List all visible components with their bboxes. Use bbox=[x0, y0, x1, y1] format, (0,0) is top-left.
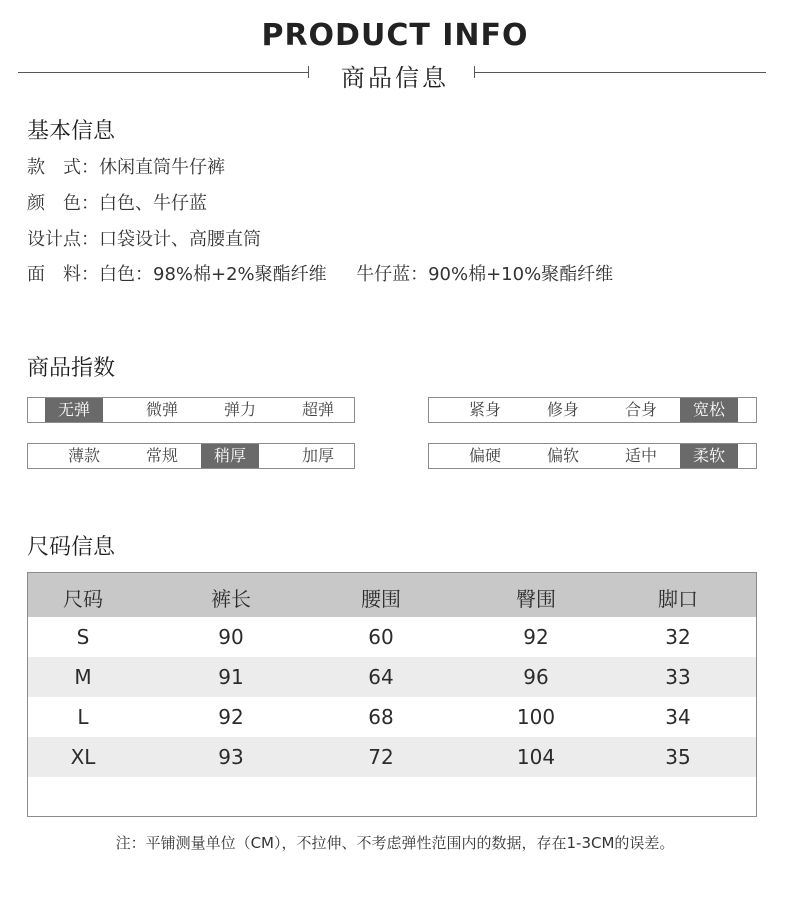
header-title-en: PRODUCT INFO bbox=[261, 18, 529, 53]
index-option: 超弹 bbox=[301, 400, 334, 419]
index-option-selected: 柔软 bbox=[680, 444, 738, 468]
header-cell-hip: 臀围 bbox=[516, 587, 556, 611]
table-cell: 72 bbox=[368, 745, 394, 769]
index-option: 适中 bbox=[624, 446, 657, 465]
index-option: 紧身 bbox=[468, 400, 501, 419]
table-row bbox=[28, 737, 756, 777]
measurement-note: 注：平铺测量单位（CM），不拉伸、不考虑弹性范围内的数据，存在1-3CM的误差。 bbox=[115, 834, 675, 852]
table-row bbox=[28, 617, 756, 657]
index-option-selected: 宽松 bbox=[680, 398, 738, 422]
info-key: 设计点： bbox=[27, 229, 99, 250]
table-cell: 91 bbox=[218, 665, 244, 689]
table-cell: L bbox=[77, 705, 89, 729]
table-cell: 96 bbox=[523, 665, 549, 689]
table-cell: 68 bbox=[368, 705, 394, 729]
table-cell: 34 bbox=[665, 705, 691, 729]
index-option: 偏硬 bbox=[468, 446, 501, 465]
table-cell: 32 bbox=[665, 625, 691, 649]
info-value: 白色：98%棉+2%聚酯纤维 牛仔蓝：90%棉+10%聚酯纤维 bbox=[99, 264, 614, 285]
index-fit bbox=[428, 397, 757, 423]
info-line-design bbox=[27, 225, 261, 251]
table-cell: 104 bbox=[516, 745, 556, 769]
size-table bbox=[27, 572, 757, 817]
header-cell-size: 尺码 bbox=[63, 587, 103, 611]
index-option: 常规 bbox=[145, 446, 178, 465]
index-option: 薄款 bbox=[67, 446, 100, 465]
index-option: 合身 bbox=[624, 400, 657, 419]
index-option: 修身 bbox=[546, 400, 579, 419]
table-cell: 35 bbox=[665, 745, 691, 769]
size-table-header bbox=[28, 573, 756, 617]
basic-info-title: 基本信息 bbox=[27, 119, 116, 144]
index-option-selected: 无弹 bbox=[45, 398, 103, 422]
table-cell: 92 bbox=[218, 705, 244, 729]
index-elasticity bbox=[27, 397, 355, 423]
header-title-cn: 商品信息 bbox=[341, 64, 449, 92]
info-key: 款 式： bbox=[27, 157, 99, 178]
table-cell: XL bbox=[70, 745, 96, 769]
index-option-selected: 稍厚 bbox=[201, 444, 259, 468]
index-option: 偏软 bbox=[546, 446, 579, 465]
info-value: 口袋设计、高腰直筒 bbox=[99, 229, 261, 250]
index-softness bbox=[428, 443, 757, 469]
table-cell: S bbox=[76, 625, 90, 649]
info-key: 颜 色： bbox=[27, 193, 99, 214]
index-thickness bbox=[27, 443, 355, 469]
table-cell: M bbox=[74, 665, 92, 689]
index-option: 加厚 bbox=[301, 446, 334, 465]
table-cell: 100 bbox=[516, 705, 556, 729]
header-cell-hem: 脚口 bbox=[658, 587, 698, 611]
product-index-title: 商品指数 bbox=[27, 356, 116, 381]
header-cell-waist: 腰围 bbox=[361, 587, 401, 611]
table-cell: 93 bbox=[218, 745, 244, 769]
size-info-title: 尺码信息 bbox=[27, 535, 116, 560]
info-value: 休闲直筒牛仔裤 bbox=[99, 157, 225, 178]
info-line-color bbox=[27, 189, 207, 215]
info-line-fabric bbox=[27, 260, 613, 286]
table-cell: 64 bbox=[368, 665, 394, 689]
index-option: 微弹 bbox=[145, 400, 178, 419]
info-value: 白色、牛仔蓝 bbox=[99, 193, 207, 214]
header-cell-length: 裤长 bbox=[211, 587, 251, 611]
info-line-style bbox=[27, 153, 225, 179]
table-row bbox=[28, 697, 756, 737]
table-cell: 90 bbox=[218, 625, 244, 649]
table-cell: 60 bbox=[368, 625, 394, 649]
index-option: 弹力 bbox=[223, 400, 256, 419]
table-row bbox=[28, 657, 756, 697]
table-cell: 92 bbox=[523, 625, 549, 649]
info-key: 面 料： bbox=[27, 264, 99, 285]
table-cell: 33 bbox=[665, 665, 691, 689]
